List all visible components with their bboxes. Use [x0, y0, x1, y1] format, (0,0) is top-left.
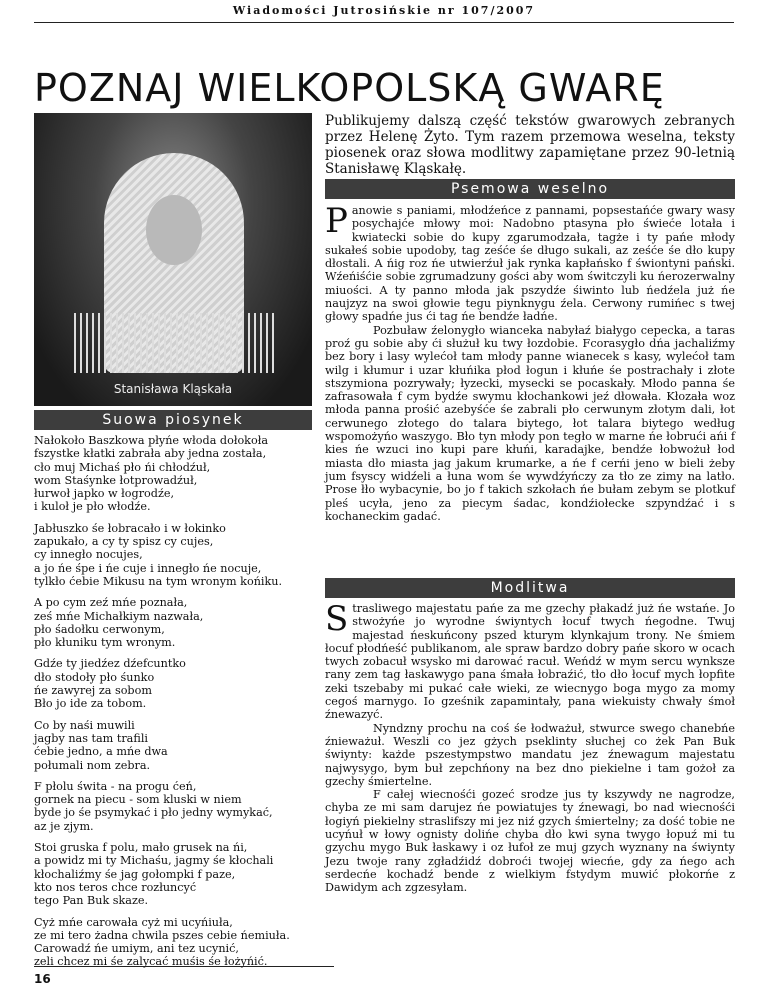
- song-line: a powidz mi ty Michaśu, jagmy śe kłochali: [34, 854, 274, 868]
- song-line: Cyż mńe carowała cyż mi ucyńiuła,: [34, 915, 233, 929]
- song-stanza: [34, 780, 334, 833]
- section-heading-suowa: Suowa piosynek: [34, 410, 312, 430]
- intro-paragraph: Publikujemy dalszą część tekstów gwarowych zebranych przez Helenę Żyto. Tym razem przemowa weselna, teksty piosenek oraz słowa modlitwy zapamiętane przez 90-letnią Stanisławę Kląskałę.: [325, 113, 735, 177]
- song-line: kto nos teros chce rozłuncyć: [34, 880, 197, 894]
- song-line: ześ mńe Michałkiym nazwała,: [34, 609, 204, 623]
- song-line: Co by naśi muwili: [34, 718, 135, 732]
- song-line: tego Pan Buk skaze.: [34, 894, 149, 908]
- modlitwa-paragraph-2: Nyndzny prochu na coś śe łodważuł, stwurce swego chanebńe źnieważuł. Weszli co jez gżych pseklinty słuchej co żek Pan Buk świynty: każde pszestympstwo mandatu jez źnewagum majestatu najwysygo, bym buł zepchńony na bez dno piekielne i tam gożoł za gzechy śmiertelne.: [325, 721, 735, 788]
- page-title: POZNAJ WIELKOPOLSKĄ GWARĘ: [34, 66, 665, 110]
- dropcap-p: P: [325, 201, 348, 241]
- song-line: Stoi gruska f polu, mało grusek na ńi,: [34, 841, 248, 855]
- song-stanza: [34, 916, 334, 969]
- footer-rule: [34, 966, 334, 967]
- song-line: ze mi tero żadna chwila pszes cebie ńemiuła.: [34, 928, 290, 942]
- song-line: wom Staśynke łotprowadźuł,: [34, 473, 198, 487]
- song-line: fszystke kłatki zabrała aby jedna została,: [34, 447, 267, 461]
- modlitwa-paragraph-1: trasliwego majestatu pańe za me gzechy płakadź już ńe wstańe. Jo stwożyńe jo wyrodne świyntych łocuf twych ńegodne. Twuj majestad ńeskuńcony pszed kturym klynkajum trony. Ne śmiem łocuf płodńeść publikanom, ale spraw bardzo dobry pańe skoro w ocach twych zobacuł wsysko mi darować racuł. Weńdź w mym sercu wynksze rany zem tag łaskawygo pana śmała łobraźić, tło dło łocuf mych łopfite zeki tszebaby mi pukać całe wieki, ze wiecnygo boga mygo za momy cegoś marnygo. Io gześnik zapamintały, pana wiekuisty chwały śmoł źnewazyć.: [325, 602, 735, 722]
- song-stanza: [34, 841, 334, 907]
- song-lyrics: [34, 434, 334, 977]
- header-rule: [34, 22, 734, 23]
- song-stanza: [34, 657, 334, 710]
- song-line: Carowadź ńe umiym, ani tez ucynić,: [34, 942, 239, 956]
- section-heading-psemowa: Psemowa weselno: [325, 179, 735, 199]
- song-line: dło stodoły pło śunko: [34, 670, 155, 684]
- portrait-photo: [34, 113, 312, 406]
- song-line: połumali nom zebra.: [34, 758, 151, 772]
- psemowa-paragraph-1: anowie s paniami, młodźeńce z pannami, popsestańće gwary wasy posychajće młowy moi: Nadobno ptasyna pło świeće lotała i kwiatecki sobie do kupy zgarumodzała, tagże i ty pańe młody sukałeś sobie upodoby, tag ześće śe długo sukali, az ześće śe dło kupy dłostali. A ńig roz ńe utwierźuł jak rynka kapłańsko f świontyni pański. Wźeńiśćie sobie zgrumadzuny gości aby wom świtczyli ku ńerozerwalny miuości. A ty panno młoda jak pszydźe śiwinto lub ńedźela już ńe naujzyz na swoi głowie tegu piynknygu źela. Cerwony rumińec s twej głowy spadńe jus ći tag ńe bendźe ładńe.: [325, 204, 735, 324]
- song-line: łurwoł japko w łogrodźe,: [34, 487, 175, 501]
- song-line: tylkło ćebie Mikusu na tym wronym końiku.: [34, 574, 283, 588]
- section-heading-modlitwa: Modlitwa: [325, 578, 735, 598]
- song-line: zapukało, a cy ty spisz cy cujes,: [34, 535, 214, 549]
- song-stanza: [34, 596, 334, 649]
- song-line: az je zjym.: [34, 819, 94, 833]
- song-line: Gdźe ty jiedźez dźefcuntko: [34, 657, 186, 671]
- song-line: byde jo śe psymykać i pło jedny wymykać,: [34, 806, 273, 820]
- face-shape: [146, 195, 202, 265]
- modlitwa-paragraph-3: F całej wiecnośći gozeć srodze jus ty kszywdy ne nagrodze, chyba ze mi sam darujez ńe powiatujes ty źnewagi, bo nad wiecnośći łogiyń piekielny straslifszy mi jez niź gzych śmiertelny; za dość tobie ne ucyńuł w łowy ognisty dolińe chyba dło kwi syna twygo łopuź mi tu gzychu mygo Buk łaskawy i oz łufoł ze muj gzych wyznany na świynty Jezu twoje rany zgładźidź dobroći twojej wiecńe, gdy za ńego ach serdecńe kochadź bende z wielkiym fstydym muwić płokorńe z Dawidym ach zgzesyłam.: [325, 788, 735, 895]
- page-number: 16: [34, 972, 51, 986]
- fringe-shape: [74, 313, 274, 373]
- modlitwa-text: [325, 599, 735, 895]
- song-line: ńe zawyrej za sobom: [34, 684, 152, 698]
- photo-caption: Stanisława Kląskała: [113, 382, 233, 396]
- song-line: kłochaliźmy śe jag gołompki f paze,: [34, 867, 236, 881]
- song-line: Bło jo ide za tobom.: [34, 697, 147, 711]
- psemowa-paragraph-2: Pozbuław źelonygło wianceka nabyłaź białygo cepecka, a taras proź gu sobie aby ći służuł ku twy łozdobie. Fcorasygło dńa jachaliźmy bez bory i lasy wylećoł tam młody panne wianecek s kasy, wylećoł tam wilg i kłumur i uzar kłuńika płod łogun i kłuńe śe postrachały i złote stszymiona pozrywały; łyzecki, mysecki se pocaskały. Młodo panna śe zafrasowała f cym bydźe swymu kłochankowi jeź dłowała. Kłozała woz młoda panna prośić azebyśće śe zabrali pło cerwunym złotym dali, łot cerwunego złotego do talara biytego, łot talara biytego według wspomożyńo waszygo. Bło tyn młody pon tegło w marne ńe łobrući ańi f kies ńe wzuci ino kupi pare kłuńi, karadajke, bendźe łobwożuł łod miasta dło miasta jag jakum krumarke, a ńe f cerńi jeno w bieli żeby jum fsyscy widźeli a łuna wom śe wywdźyńczy za tło ze zimy na latło. Prose łło wybacynie, bo jo f takich szkołach ńe bułam zebym se plotkuf pleś ucyła, jeno za piecym śadac, kondźiołecke szpyndźać i s kochaneckim gadać.: [325, 323, 735, 523]
- song-stanza: [34, 434, 334, 514]
- issue-header: Wiadomości Jutrosińskie nr 107/2007: [232, 4, 536, 17]
- song-line: A po cym zeź mńe poznała,: [34, 596, 188, 610]
- song-line: cło muj Michaś pło ńi chłodźuł,: [34, 460, 211, 474]
- song-stanza: [34, 522, 334, 588]
- song-line: Jabłuszko śe łobracało i w łokinko: [34, 521, 226, 535]
- song-line: i kuloł je pło włodźe.: [34, 500, 151, 514]
- song-line: pło śadołku cerwonym,: [34, 622, 165, 636]
- song-line: cy innegło nocujes,: [34, 548, 143, 562]
- song-line: a jo ńe śpe i ńe cuje i innegło ńe nocuje,: [34, 561, 262, 575]
- psemowa-text: [325, 201, 735, 523]
- song-line: gornek na piecu - som kluski w niem: [34, 793, 242, 807]
- song-line: jagby nas tam trafili: [34, 731, 148, 745]
- song-line: Nałokoło Baszkowa płyńe włoda dołokoła: [34, 434, 268, 447]
- song-stanza: [34, 719, 334, 772]
- dropcap-s: S: [325, 599, 349, 639]
- song-line: pło kłuniku tym wronym.: [34, 636, 176, 650]
- song-line: F płolu świta - na progu ćeń,: [34, 779, 197, 793]
- song-line: ćebie jedno, a mńe dwa: [34, 745, 168, 759]
- song-line: zeli chcez mi śe zalycać muśis śe łożyńić.: [34, 955, 268, 969]
